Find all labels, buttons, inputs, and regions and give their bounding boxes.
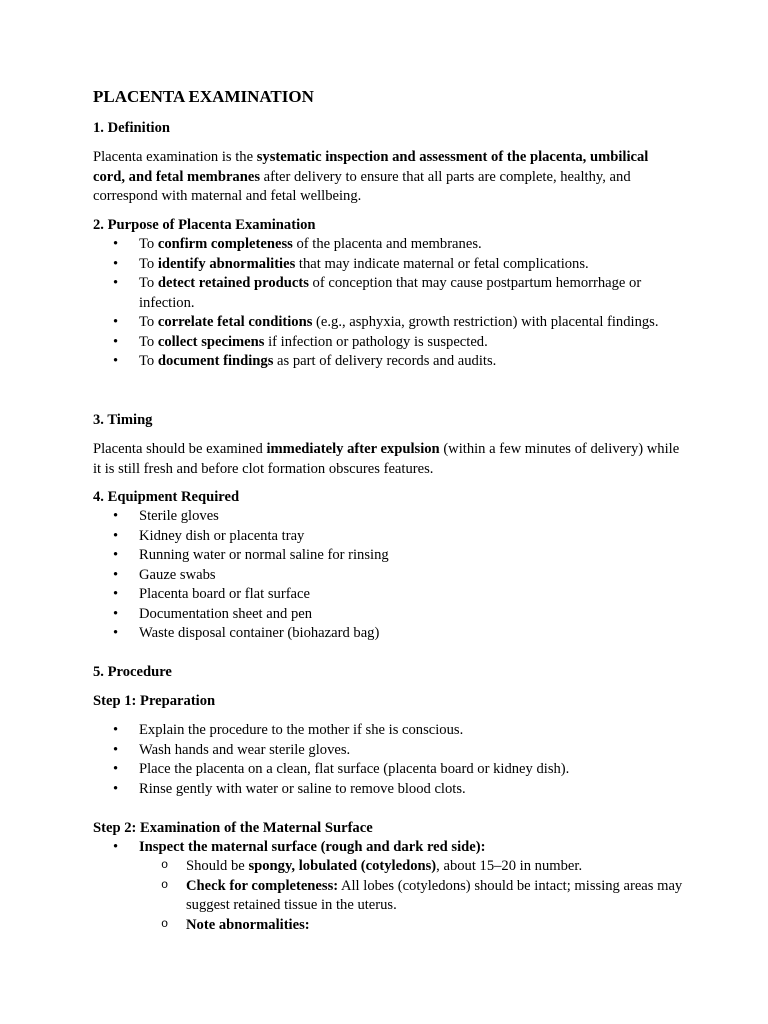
list-item: • Documentation sheet and pen [93,605,683,625]
definition-paragraph: Placenta examination is the systematic inspection and assessment of the placenta, umbilical cord, and fetal membranes after delivery to ensure that all parts are complete, healthy, and correspond with maternal and fetal wellbeing. [93,149,649,204]
list-item: • Waste disposal container (biohazard bag) [93,624,683,644]
section-1-heading: 1. Definition [93,120,171,136]
list-item: • Wash hands and wear sterile gloves. [93,741,683,761]
page-title: PLACENTA EXAMINATION [93,87,314,106]
list-item: • To confirm completeness of the placenta and membranes. [93,235,683,255]
sub-list-item: o Should be spongy, lobulated (cotyledons), about 15–20 in number. [93,857,683,877]
list-item: • Explain the procedure to the mother if she is conscious. [93,721,683,741]
list-item: • Inspect the maternal surface (rough and dark red side): [93,838,683,858]
sub-list-item: o Check for completeness: All lobes (cotyledons) should be intact; missing areas may suggest retained tissue in the uterus. [93,877,683,916]
list-item: • To collect specimens if infection or pathology is suspected. [93,333,683,353]
section-3-heading: 3. Timing [93,412,153,428]
list-item: • Sterile gloves [93,507,683,527]
sub-list-item: o Note abnormalities: [93,916,683,936]
list-item: • Place the placenta on a clean, flat surface (placenta board or kidney dish). [93,760,683,780]
maternal-surface-list [93,838,683,858]
section-4-heading: 4. Equipment Required [93,489,240,505]
list-item: • Rinse gently with water or saline to remove blood clots. [93,780,683,800]
list-item: • To document findings as part of delivery records and audits. [93,352,683,372]
section-5-heading: 5. Procedure [93,664,172,680]
section-2-heading: 2. Purpose of Placenta Examination [93,217,316,233]
list-item: • Running water or normal saline for rinsing [93,546,683,566]
purpose-list [93,235,683,372]
maternal-surface-sublist [93,857,683,935]
list-item: • Placenta board or flat surface [93,585,683,605]
equipment-list [93,507,683,644]
step-2-heading: Step 2: Examination of the Maternal Surface [93,820,373,836]
timing-paragraph: Placenta should be examined immediately after expulsion (within a few minutes of delivery) while it is still fresh and before clot formation obscures features. [93,441,680,477]
list-item: • To correlate fetal conditions (e.g., asphyxia, growth restriction) with placental findings. [93,313,683,333]
list-item: • To detect retained products of conception that may cause postpartum hemorrhage or infection. [93,274,683,313]
list-item: • Kidney dish or placenta tray [93,527,683,547]
preparation-list [93,721,683,799]
step-1-heading: Step 1: Preparation [93,693,216,709]
list-item: • Gauze swabs [93,566,683,586]
list-item: • To identify abnormalities that may indicate maternal or fetal complications. [93,255,683,275]
